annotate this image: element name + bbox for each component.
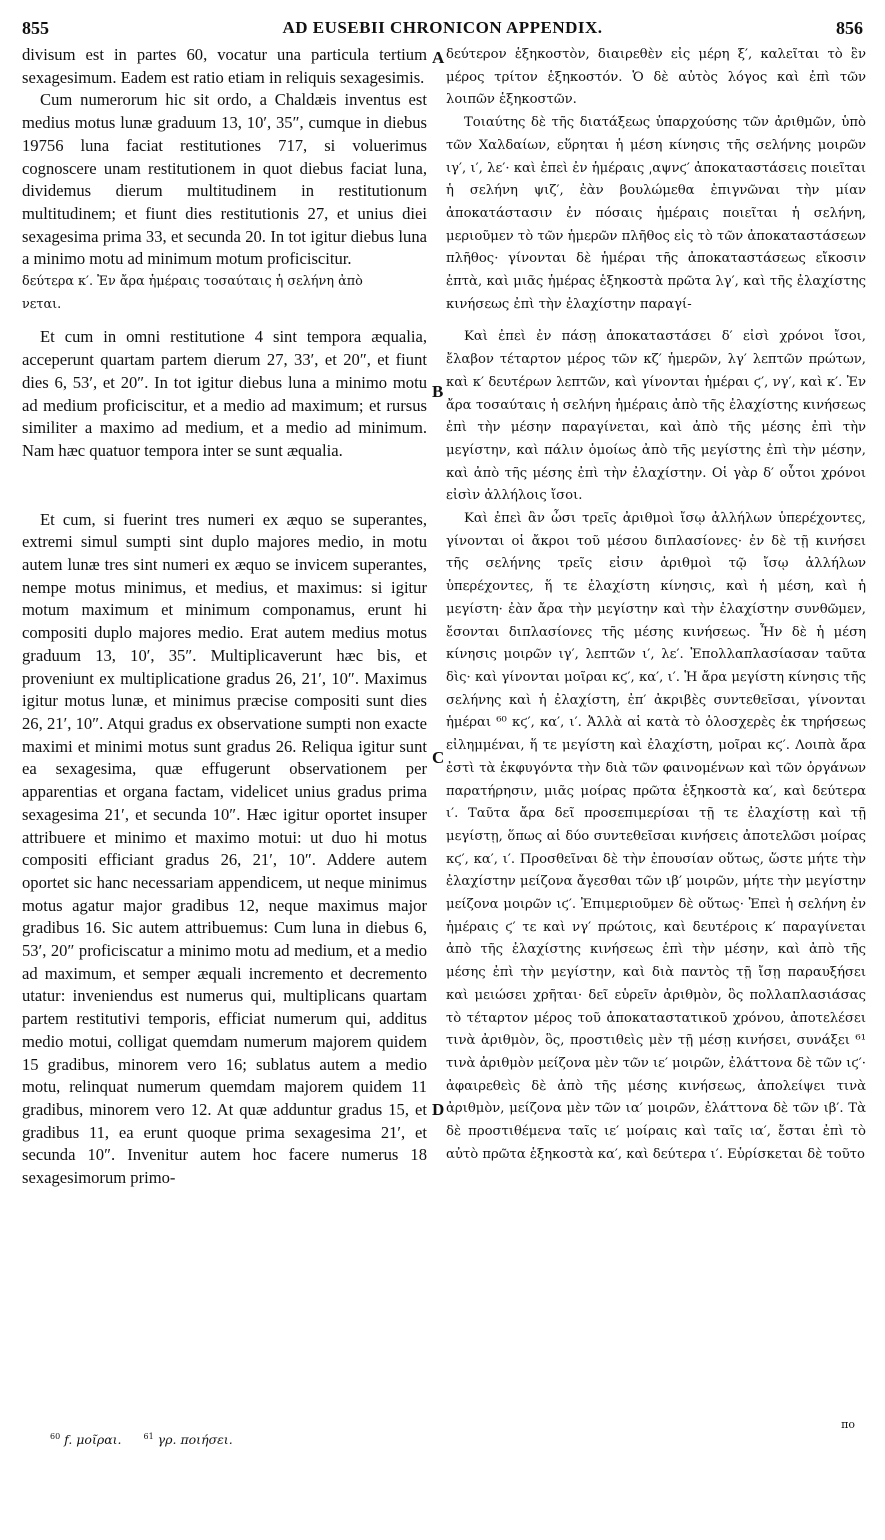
footnote-61: $^{61}$ γρ. ποιήσει. <box>143 1432 233 1448</box>
footnote-60: $^{60}$ f. μοῖραι. <box>50 1432 122 1448</box>
latin-paragraph: Cum numerorum hic sit ordo, a Chaldæis inventus est medius motus lunæ graduum 13, 10′, 35″, cumque in diebus 19756 luna faciat restitutiones 717, si voluerimus cognoscere unam restitutionem in quot diebus faciat luna, dividemus dierum multitudinem in restitutionum multitudinem; et fiunt dies restitutionis 27, et unius diei sexagesima prima 33, et secunda 20. In tot igitur diebus luna a minimo motu ad minimum motum proficiscitur. <box>22 90 427 269</box>
page-number-left: 855 <box>22 18 49 38</box>
latin-greek-tail: δεύτερα κ′. Ἐν ἄρα ἡμέραις τοσαύταις ἡ σελήνη ἀπὸ <box>22 274 363 290</box>
catchword: πο <box>841 1418 855 1431</box>
greek-paragraph: δεύτερον ἑξηκοστὸν, διαιρεθὲν εἰς μέρη ξ′, καλεῖται τὸ ἓν μέρος τρίτον ἑξηκοστόν. Ὁ δὲ αὐτὸς λόγος καὶ ἐπὶ τῶν λοιπῶν ἑξηκοστῶν. <box>446 47 866 108</box>
page-number-right: 856 <box>836 18 863 38</box>
greek-column <box>446 44 866 1166</box>
latin-paragraph: Et cum, si fuerint tres numeri ex æquo se superantes, extremi simul sumpti sint duplo majores medio, in motu autem lunæ tres sint numeri ex æquo se invicem superantes, nempe motus minimus, et medius, et maximus: si igitur motum maximum et minimum componamus, erunt hi compositi duplo majores medio. Erat autem medius motus graduum 13, 10′, 35″. Multiplicaverunt hæc bis, et proveniunt ex multiplicatione gradus 26, 21′, 10″. Maximus igitur motus lunæ, et minimus præcise compositi sunt dies 26, 21′, 10″. Atqui gradus ex observatione sumpti non exacte maximi et minimi motus sunt gradus 26. Reliqua igitur sunt ea sexagesima, quæ effugerunt observationem per apparentias et organa factam, videlicet unius gradus prima sexagesima 21′, et secunda 10″. Hæc igitur oportet insuper attribuere et minimo et maximo motui: ut duo hi motus compositi efficiant gradus 26, 21′, 10″. Addere autem oportet sic hanc necessariam appendicem, ut neque minimus motus agatur major gradibus 12, neque maximus major gradibus 16. Sic autem attribuemus: Cum luna in diebus 6, 53′, 20″ proficiscatur a minimo motu ad medium, et a medio ad maximum, et semper æquali incremento et decremento utatur: inveniendus est numerus qui, multiplicans quartam partem restitutivi temporis, efficiat numerum qui, additus medio motui, colligat quemdam numerum majorem quidem 15 gradibus, minorem vero 16; sublatus autem a medio motu, relinquat numerum quemdam majorem quidem 11 gradibus, minorem vero 12. At quæ adduntur gradus 15, et gradibus 11, ea erunt quoque prima sexagesima 21′, et secunda 10″. Invenitur autem hoc facere numerus 18 sexagesimorum primo- <box>22 509 427 1188</box>
page-header <box>22 18 863 40</box>
latin-paragraph: Et cum in omni restitutione 4 sint tempora æqualia, acceperunt quartam partem dierum 27, 33′, et 20″, et fiunt dies 6, 53′, et 20″. In tot igitur diebus luna a minimo motu ad medium proficiscitur, et a medio ad maximum; et rursus similiter a maximo ad medium, et a medio ad minimum. Nam hæc quatuor tempora inter se sunt æqualia. <box>22 327 427 460</box>
running-title: AD EUSEBII CHRONICON APPENDIX. <box>282 18 603 37</box>
section-marker-b: B <box>432 382 444 401</box>
greek-paragraph: Καὶ ἐπεὶ ἂν ὦσι τρεῖς ἀριθμοὶ ἴσῳ ἀλλήλων ὑπερέχοντες, γίνονται οἱ ἄκροι τοῦ μέσου διπλασίονες· ἐν δὲ τῇ κινήσει τῆς σελήνης τρεῖς εἰσιν ἀριθμοὶ τῷ ἴσῳ ἀλλήλων ὑπερέχοντες, ἥ τε ἐλαχίστη κίνησις, καὶ ἡ μέση, καὶ ἡ μεγίστη· ἐὰν ἄρα τὴν μεγίστην καὶ τὴν ἐλαχίστην συνθῶμεν, ἔσονται διπλασίονες τῆς μέσης κινήσεως. Ἦν δὲ ἡ μέση κίνησις μοιρῶν ιγ′, λεπτῶν ι′, λε′. Ἐπολλαπλασίασαν ταῦτα δὶς· καὶ γίνονται μοῖραι κϛ′, κα′, ι′. Ἡ ἄρα μεγίστη κίνησις τῆς σελήνης καὶ ἡ ἐλαχίστη, ἐπ′ ἀκριβὲς συντεθεῖσαι, γίνονται ἡμέραι ⁶⁰ κϛ′, κα′, ι′. Ἀλλὰ αἱ κατὰ τὸ ὁλοσχερὲς ἐκ τηρήσεως εἰλημμέναι, ἥ τε μεγίστη καὶ ἐλαχίστη, μοῖραι κϛ′. Λοιπὰ ἄρα ἐστὶ τὰ ἐκφυγόντα τὴν διὰ τῶν φαινομένων καὶ τῶν ὀργάνων παρατήρησιν, μιᾶς μοίρας πρῶτα ἑξηκοστὰ κα′, καὶ δεύτερα ι′. Ταῦτα ἄρα δεῖ προσεπιμερίσαι τῇ τε ἐλαχίστῃ καὶ τῇ μεγίστῃ, ὅπως αἱ δύο συντεθεῖσαι κινήσεις ἀποτελῶσι μοίρας κϛ′, κα′, ι′. Προσθεῖναι δὲ τὴν ἐπουσίαν οὕτως, ὥστε μήτε τὴν ἐλαχίστην μείζονα ἄγεσθαι τῶν ιβ′ μοιρῶν, μήτε τὴν μεγίστην μείζονα μοιρῶν ιϛ′. Ἐπιμεριοῦμεν δὲ οὕτως· Ἐπεὶ ἡ σελήνη ἐν ἡμέραις ϛ′ τε καὶ νγ′ πρώτοις, καὶ δευτέροις κ′ παραγίνεται ἀπὸ τῆς ἐλαχίστης κινήσεως ἐπὶ τὴν μέσην, καὶ ἀπὸ τῆς μέσης ἐπὶ τὴν μεγίστην, καὶ διὰ παντὸς τῇ ἴσῃ παραυξήσει καὶ μειώσει χρῆται· δεῖ εὑρεῖν ἀριθμὸν, ὃς πολλαπλασιάσας τὸ τέταρτον μέρος τοῦ ἀποκαταστατικοῦ χρόνου, ἀποτελέσει τινὰ ἀριθμὸν, ὃς, προστιθεὶς μὲν τῇ μέσῃ κινήσει, συνάξει ⁶¹ τινὰ ἀριθμὸν μείζονα μὲν τῶν ιε′ μοιρῶν, ἐλάττονα δὲ τῶν ιϛ′· ἀφαιρεθεὶς δὲ ἀπὸ τῆς μέσης κινήσεως, ἀπολείψει τινὰ ἀριθμὸν, μείζονα μὲν τῶν ια′ μοιρῶν, ἐλάττονα δὲ τῶν ιβ′. Τὰ δὲ προστιθέμενα ταῖς ιε′ μοίραις καὶ ταῖς ια′, ἔσται ἐπὶ τὸ αὐτὸ πρῶτα ἑξηκοστὰ κα′, καὶ δεύτερα ι′. Εὑρίσκεται δὲ τοῦτο <box>446 511 866 1162</box>
greek-paragraph: Καὶ ἐπεὶ ἐν πάσῃ ἀποκαταστάσει δ′ εἰσὶ χρόνοι ἴσοι, ἔλαβον τέταρτον μέρος τῶν κζ′ ἡμερῶν, λγ′ λεπτῶν πρώτων, καὶ κ′ δευτέρων λεπτῶν, καὶ γίνονται ἡμέραι ϛ′, νγ′, καὶ κ′. Ἐν ἄρα τοσαύταις ἡ σελήνη ἡμέραις ἀπὸ τῆς ἐλαχίστης κινήσεως ἐπὶ τὴν μέσην παραγίνεται, καὶ ἀπὸ τῆς μέσης ἐπὶ τὴν μεγίστην, καὶ πάλιν ὁμοίως ἀπὸ τῆς μεγίστης ἐπὶ τὴν μέσην, καὶ ἀπὸ τῆς μέσης ἐπὶ τὴν ἐλαχίστην. Οἱ γὰρ δ′ οὗτοι χρόνοι εἰσὶν ἀλλήλοις ἴσοι. <box>446 329 866 504</box>
latin-greek-tail: νεται. <box>22 296 62 312</box>
section-marker-c: C <box>432 748 445 767</box>
greek-paragraph: Τοιαύτης δὲ τῆς διατάξεως ὑπαρχούσης τῶν ἀριθμῶν, ὑπὸ τῶν Χαλδαίων, εὕρηται ἡ μέση κίνησις τῆς σελήνης μοιρῶν ιγ′, ι′, λε′· καὶ ἐπεὶ ἐν ἡμέραις ͵αψνϛ′ ἀποκαταστάσεις ποιεῖται ἡ σελήνη ψιζ′, ἐὰν βουλώμεθα ἐπιγνῶναι τὴν μίαν ἀποκατάστασιν ἐν πόσαις ἡμέραις ποιεῖται ἡ σελήνη, μεριοῦμεν τὸ τῶν ἡμερῶν πλῆθος εἰς τὸ τῶν ἀποκαταστάσεων πλῆθος· γίνονται δὲ ἡμέραι τῆς ἀποκαταστάσεως εἴκοσιν ἑπτὰ, καὶ μιᾶς ἡμέρας ἑξηκοστὰ πρῶτα λγ′, καὶ τῆς ἐλαχίστης κινήσεως ἐπὶ τὴν ἐλαχίστην παραγί- <box>446 115 866 312</box>
latin-column <box>22 44 427 1190</box>
latin-paragraph: divisum est in partes 60, vocatur una particula tertium sexagesimum. Eadem est ratio etiam in reliquis sexagesimis. <box>22 45 427 87</box>
section-marker-d: D <box>432 1100 445 1119</box>
section-marker-a: A <box>432 48 445 67</box>
footnotes <box>50 1432 251 1447</box>
